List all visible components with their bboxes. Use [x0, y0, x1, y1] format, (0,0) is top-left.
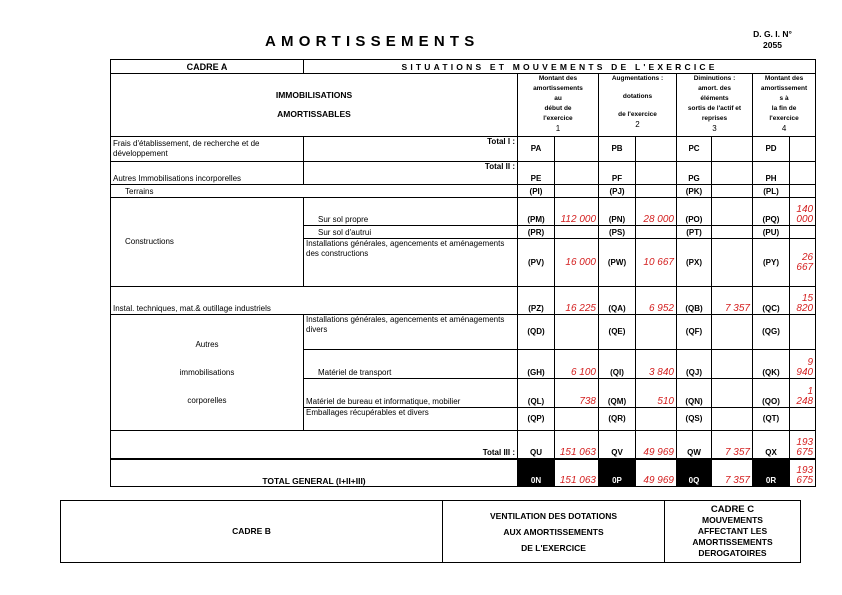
col3-line1: Diminutions :	[693, 75, 736, 82]
col-header-fin	[753, 74, 816, 137]
code-cell: (PS)	[599, 226, 636, 239]
code-cell: 0P	[599, 459, 636, 487]
row-label: Frais d'établissement, de recherche et de développement	[111, 137, 304, 162]
code-cell: PA	[518, 137, 555, 162]
total-iii-label: Total III :	[111, 431, 518, 459]
row-label: Sur sol d'autrui	[304, 226, 518, 239]
value-cell[interactable]	[712, 185, 753, 198]
code-cell: PE	[518, 162, 555, 185]
col2-number: 2	[635, 120, 640, 129]
value-cell[interactable]	[790, 162, 816, 185]
row-label: Terrains	[111, 185, 518, 198]
code-cell: (PV)	[518, 239, 555, 287]
value-cell[interactable]	[555, 408, 599, 431]
code-cell: (QR)	[599, 408, 636, 431]
code-cell: (GH)	[518, 350, 555, 379]
code-cell: (PQ)	[753, 198, 790, 226]
ventilation-line2: AUX AMORTISSEMENTS	[503, 526, 604, 537]
row-label: Matériel de bureau et informatique, mobilier	[304, 379, 518, 408]
cadre-b-label: CADRE B	[61, 501, 443, 563]
value-cell[interactable]	[790, 185, 816, 198]
col-header-augmentations	[599, 74, 677, 137]
code-cell: (QG)	[753, 315, 790, 350]
value-cell[interactable]: 151 063	[555, 459, 599, 487]
table-row	[111, 162, 816, 185]
col1-line4: début de	[544, 105, 572, 112]
value-cell[interactable]	[712, 226, 753, 239]
value-cell[interactable]	[712, 379, 753, 408]
value-cell[interactable]	[712, 315, 753, 350]
table-row	[111, 287, 816, 315]
code-cell: (PN)	[599, 198, 636, 226]
dgi-reference	[745, 29, 800, 51]
value-cell[interactable]	[555, 185, 599, 198]
code-cell: PC	[677, 137, 712, 162]
code-cell: (QB)	[677, 287, 712, 315]
code-cell: (QO)	[753, 379, 790, 408]
col4-line1: Montant des	[764, 75, 804, 82]
value-cell[interactable]	[790, 137, 816, 162]
code-cell: QX	[753, 431, 790, 459]
value-cell[interactable]	[636, 315, 677, 350]
col-header-diminutions	[677, 74, 753, 137]
dgi-label: D. G. I. N°	[753, 29, 792, 39]
value-cell[interactable]	[712, 239, 753, 287]
value-cell[interactable]: 140 000	[790, 198, 816, 226]
code-cell: (QL)	[518, 379, 555, 408]
value-cell[interactable]: 510	[636, 379, 677, 408]
code-cell: (PX)	[677, 239, 712, 287]
code-cell: (QF)	[677, 315, 712, 350]
page-title: AMORTISSEMENTS	[265, 33, 480, 50]
value-cell[interactable]: 6 100	[555, 350, 599, 379]
col3-line2: amort. des	[698, 85, 731, 92]
code-cell: (QD)	[518, 315, 555, 350]
value-cell[interactable]	[712, 350, 753, 379]
code-cell: (PW)	[599, 239, 636, 287]
table-row	[111, 315, 816, 350]
code-cell: (QC)	[753, 287, 790, 315]
code-cell: (PI)	[518, 185, 555, 198]
dgi-form-number: 2055	[763, 40, 782, 50]
col4-line3: s à	[779, 95, 789, 102]
code-cell: (QN)	[677, 379, 712, 408]
value-cell[interactable]	[790, 315, 816, 350]
code-cell: 0N	[518, 459, 555, 487]
code-cell: (PT)	[677, 226, 712, 239]
cadre-a-label: CADRE A	[111, 60, 304, 74]
code-cell: QV	[599, 431, 636, 459]
autres-line3: corporelles	[187, 395, 227, 405]
col4-number: 4	[781, 124, 787, 133]
value-cell[interactable]	[636, 185, 677, 198]
col3-line4: sortis de l'actif et	[687, 105, 742, 112]
value-cell[interactable]: 7 357	[712, 459, 753, 487]
col2-line3: de l'exercice	[618, 111, 657, 118]
value-cell[interactable]: 26 667	[790, 239, 816, 287]
code-cell: (PJ)	[599, 185, 636, 198]
col-header-debut	[518, 74, 599, 137]
value-cell[interactable]	[555, 226, 599, 239]
code-cell: PD	[753, 137, 790, 162]
table-row	[111, 431, 816, 459]
ventilation-line1: VENTILATION DES DOTATIONS	[489, 510, 618, 521]
col1-line5: l'exercice	[543, 115, 573, 122]
code-cell: PF	[599, 162, 636, 185]
cadre-c-line4: AMORTISSEMENTS	[692, 537, 773, 547]
row-label: Emballages récupérables et divers	[304, 408, 518, 431]
code-cell: PG	[677, 162, 712, 185]
code-cell: (PZ)	[518, 287, 555, 315]
col1-line3: au	[554, 95, 562, 102]
autres-line2: immobilisations	[179, 367, 235, 377]
cadre-c-line2: MOUVEMENTS	[702, 515, 763, 525]
code-cell: PB	[599, 137, 636, 162]
row-label: Installations générales, agencements et aménagements des constructions	[304, 239, 518, 287]
cadre-c-line3: AFFECTANT LES	[697, 526, 768, 536]
value-cell[interactable]	[712, 162, 753, 185]
code-cell: (QJ)	[677, 350, 712, 379]
cadre-c-line5: DEROGATOIRES	[698, 548, 767, 558]
table-row	[111, 198, 816, 226]
value-cell[interactable]	[790, 408, 816, 431]
col4-line2: amortissement	[760, 85, 808, 92]
col4-line4: la fin de	[771, 105, 797, 112]
row-label: Instal. techniques, mat.& outillage industriels	[111, 287, 518, 315]
value-cell[interactable]: 112 000	[555, 198, 599, 226]
cadre-c-label: CADRE C	[710, 504, 755, 515]
total-label: Total II :	[304, 162, 518, 185]
value-cell[interactable]	[790, 226, 816, 239]
code-cell: (PL)	[753, 185, 790, 198]
code-cell: (QM)	[599, 379, 636, 408]
immobilisations-label: IMMOBILISATIONS	[275, 90, 353, 100]
cadre-c-heading	[665, 501, 801, 563]
ventilation-heading	[443, 501, 665, 563]
value-cell[interactable]	[636, 408, 677, 431]
code-cell: (PM)	[518, 198, 555, 226]
code-cell: (PY)	[753, 239, 790, 287]
col3-number: 3	[712, 124, 717, 133]
value-cell[interactable]: 7 357	[712, 431, 753, 459]
table-row	[111, 185, 816, 198]
col2-line2: dotations	[622, 93, 653, 100]
value-cell[interactable]	[555, 162, 599, 185]
value-cell[interactable]: 193 675	[790, 459, 816, 487]
code-cell: QW	[677, 431, 712, 459]
code-cell: 0R	[753, 459, 790, 487]
row-label: Sur sol propre	[304, 198, 518, 226]
col3-line5: reprises	[701, 115, 728, 122]
code-cell: (PR)	[518, 226, 555, 239]
value-cell[interactable]	[636, 162, 677, 185]
row-label: Matériel de transport	[304, 350, 518, 379]
immobilisations-heading	[111, 74, 518, 137]
ventilation-line3: DE L'EXERCICE	[521, 542, 586, 553]
code-cell: (QP)	[518, 408, 555, 431]
value-cell[interactable]: 49 969	[636, 431, 677, 459]
code-cell: (QI)	[599, 350, 636, 379]
amortissements-table	[110, 59, 816, 487]
value-cell[interactable]	[712, 408, 753, 431]
code-cell: PH	[753, 162, 790, 185]
row-label: Autres Immobilisations incorporelles	[111, 162, 304, 185]
situations-heading: SITUATIONS ET MOUVEMENTS DE L'EXERCICE	[304, 60, 816, 74]
value-cell[interactable]	[555, 137, 599, 162]
code-cell: (QA)	[599, 287, 636, 315]
code-cell: (QK)	[753, 350, 790, 379]
value-cell[interactable]: 738	[555, 379, 599, 408]
code-cell: (PK)	[677, 185, 712, 198]
value-cell[interactable]: 6 952	[636, 287, 677, 315]
row-label: Installations générales, agencements et aménagements divers	[304, 315, 518, 350]
col1-line1: Montant des	[538, 75, 578, 82]
value-cell[interactable]	[712, 198, 753, 226]
value-cell[interactable]	[636, 137, 677, 162]
col1-number: 1	[555, 124, 561, 133]
table-row	[111, 459, 816, 487]
amortissables-label: AMORTISSABLES	[277, 109, 351, 119]
value-cell[interactable]: 193 675	[790, 431, 816, 459]
value-cell[interactable]: 9 940	[790, 350, 816, 379]
value-cell[interactable]: 7 357	[712, 287, 753, 315]
autres-line1: Autres	[195, 339, 219, 349]
value-cell[interactable]: 15 820	[790, 287, 816, 315]
code-cell: (QT)	[753, 408, 790, 431]
code-cell: (PU)	[753, 226, 790, 239]
cadre-b-c-table	[60, 500, 801, 563]
code-cell: (PO)	[677, 198, 712, 226]
autres-corporelles-label	[111, 315, 304, 431]
value-cell[interactable]: 3 840	[636, 350, 677, 379]
total-label: Total I :	[304, 137, 518, 162]
code-cell: (QE)	[599, 315, 636, 350]
value-cell[interactable]: 16 000	[555, 239, 599, 287]
code-cell: 0Q	[677, 459, 712, 487]
value-cell[interactable]: 16 225	[555, 287, 599, 315]
value-cell[interactable]: 49 969	[636, 459, 677, 487]
code-cell: QU	[518, 431, 555, 459]
value-cell[interactable]: 28 000	[636, 198, 677, 226]
col1-line2: amortissements	[533, 85, 583, 92]
value-cell[interactable]: 10 667	[636, 239, 677, 287]
value-cell[interactable]	[712, 137, 753, 162]
value-cell[interactable]: 1 248	[790, 379, 816, 408]
table-row	[111, 137, 816, 162]
col4-line5: l'exercice	[769, 115, 799, 122]
value-cell[interactable]: 151 063	[555, 431, 599, 459]
col2-line1: Augmentations :	[611, 75, 664, 82]
total-general-label: TOTAL GENERAL (I+II+III)	[111, 459, 518, 487]
col3-line3: éléments	[700, 95, 729, 102]
value-cell[interactable]	[555, 315, 599, 350]
constructions-label: Constructions	[111, 198, 304, 287]
value-cell[interactable]	[636, 226, 677, 239]
code-cell: (QS)	[677, 408, 712, 431]
